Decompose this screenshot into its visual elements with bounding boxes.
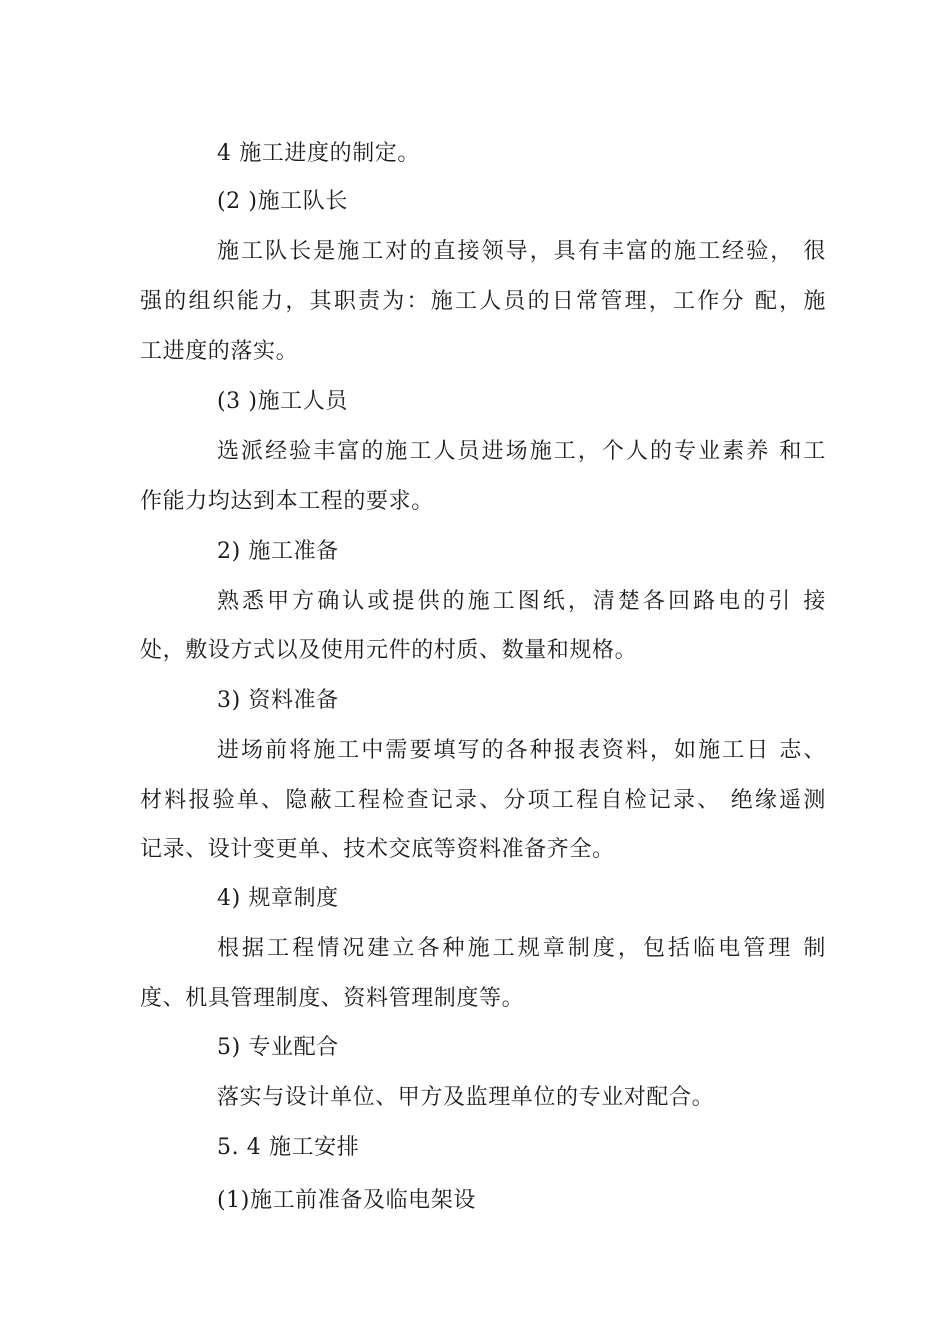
paragraph-line: 作能力均达到本工程的要求。 [140,489,434,514]
section-heading: 2) 施工准备 [217,539,339,564]
section-heading: (3 )施工人员 [217,389,348,414]
paragraph-line: 进场前将施工中需要填写的各种报表资料，如施工日 志、 [217,738,826,763]
section-heading: 4) 规章制度 [217,886,339,911]
section-heading: (2 )施工队长 [217,189,348,214]
paragraph-line: 熟悉甲方确认或提供的施工图纸，清楚各回路电的引 接 [217,589,826,614]
paragraph-line: 工进度的落实。 [140,339,299,364]
section-heading: 5) 专业配合 [217,1035,339,1060]
section-heading: (1)施工前准备及临电架设 [217,1188,476,1213]
paragraph-line: 材料报验单、隐蔽工程检查记录、分项工程自检记录、 绝缘遥测 [140,788,826,813]
paragraph-line: 4 施工进度的制定。 [217,141,420,166]
paragraph-line: 强的组织能力，其职责为：施工人员的日常管理，工作分 配，施 [140,289,826,314]
section-heading: 5. 4 施工安排 [217,1135,360,1160]
paragraph-line: 处，敷设方式以及使用元件的村质、数量和规格。 [140,638,638,663]
paragraph-line: 选派经验丰富的施工人员进场施工，个人的专业素养 和工 [217,439,826,464]
section-heading: 3) 资料准备 [217,688,339,713]
paragraph-line: 施工队长是施工对的直接领导，具有丰富的施工经验， 很 [217,239,826,264]
paragraph-line: 根据工程情况建立各种施工规章制度，包括临电管理 制 [217,936,826,961]
paragraph-line: 落实与设计单位、甲方及监理单位的专业对配合。 [217,1085,715,1110]
paragraph-line: 度、机具管理制度、资料管理制度等。 [140,986,525,1011]
paragraph-line: 记录、设计变更单、技术交底等资料准备齐全。 [140,837,615,862]
